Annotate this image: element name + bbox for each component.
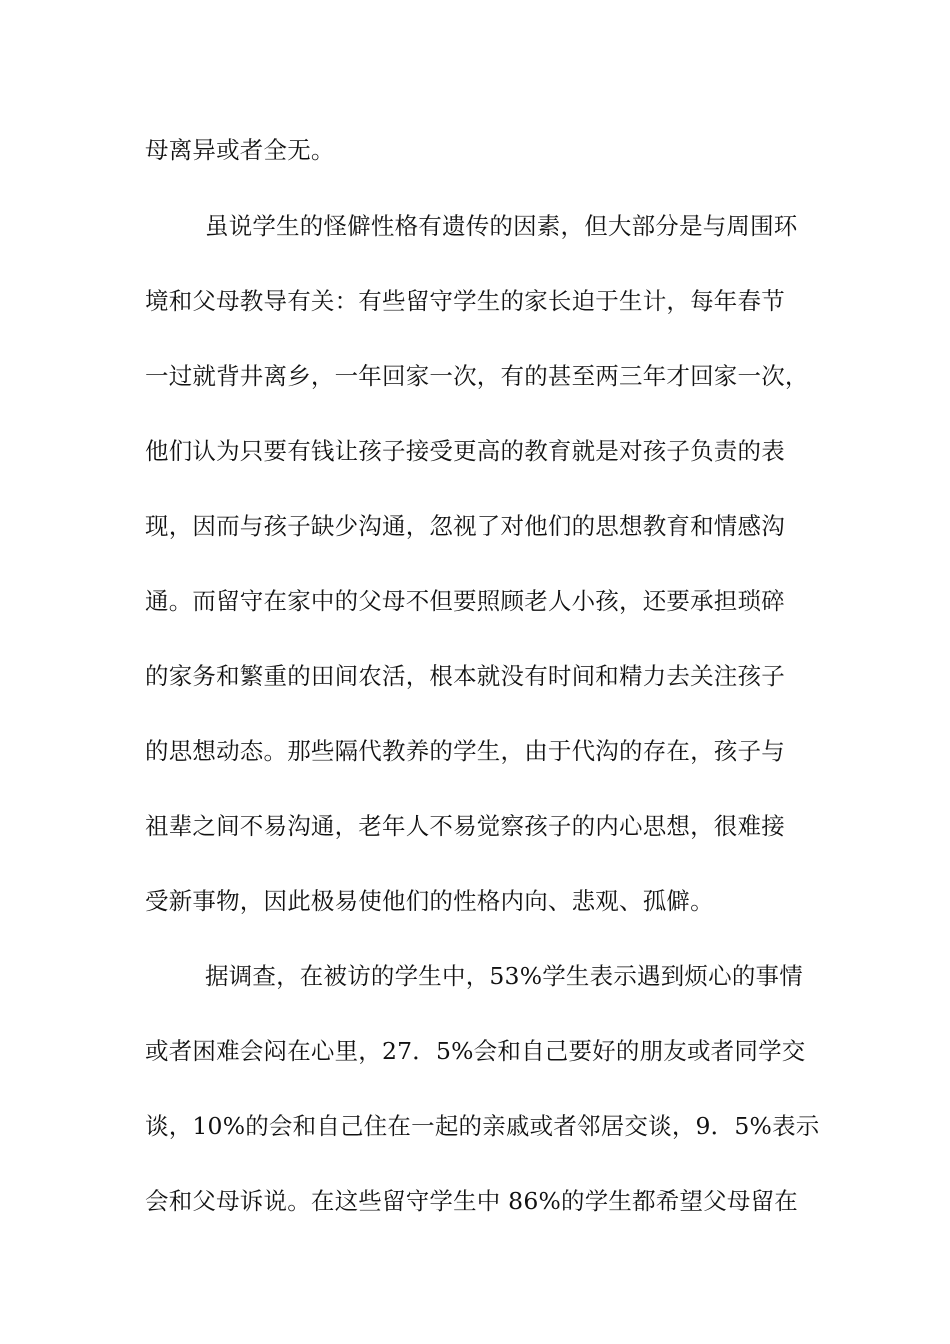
text-line-6: 现，因而与孩子缺少沟通，忽视了对他们的思想教育和情感沟 xyxy=(145,512,785,540)
text-line-1: 母离异或者全无。 xyxy=(145,136,335,164)
text-line-10: 祖辈之间不易沟通，老年人不易觉察孩子的内心思想，很难接 xyxy=(145,812,785,840)
text-line-8: 的家务和繁重的田间农活，根本就没有时间和精力去关注孩子 xyxy=(145,662,785,690)
text-line-15: 会和父母诉说。在这些留守学生中 86%的学生都希望父母留在 xyxy=(145,1187,799,1215)
text-line-11: 受新事物，因此极易使他们的性格内向、悲观、孤僻。 xyxy=(145,887,714,915)
text-line-9: 的思想动态。那些隔代教养的学生，由于代沟的存在，孩子与 xyxy=(145,737,785,765)
text-line-2: 虽说学生的怪僻性格有遗传的因素，但大部分是与周围环 xyxy=(205,212,798,240)
text-line-14: 谈，10%的会和自己住在一起的亲戚或者邻居交谈，9．5%表示 xyxy=(145,1112,820,1140)
text-line-7: 通。而留守在家中的父母不但要照顾老人小孩，还要承担琐碎 xyxy=(145,587,785,615)
text-line-5: 他们认为只要有钱让孩子接受更高的教育就是对孩子负责的表 xyxy=(145,437,785,465)
text-line-4: 一过就背井离乡，一年回家一次，有的甚至两三年才回家一次， xyxy=(145,362,809,390)
text-line-13: 或者困难会闷在心里，27．5%会和自己要好的朋友或者同学交 xyxy=(145,1037,806,1065)
text-line-3: 境和父母教导有关：有些留守学生的家长迫于生计，每年春节 xyxy=(145,287,785,315)
text-line-12: 据调查，在被访的学生中，53%学生表示遇到烦心的事情 xyxy=(205,962,803,990)
